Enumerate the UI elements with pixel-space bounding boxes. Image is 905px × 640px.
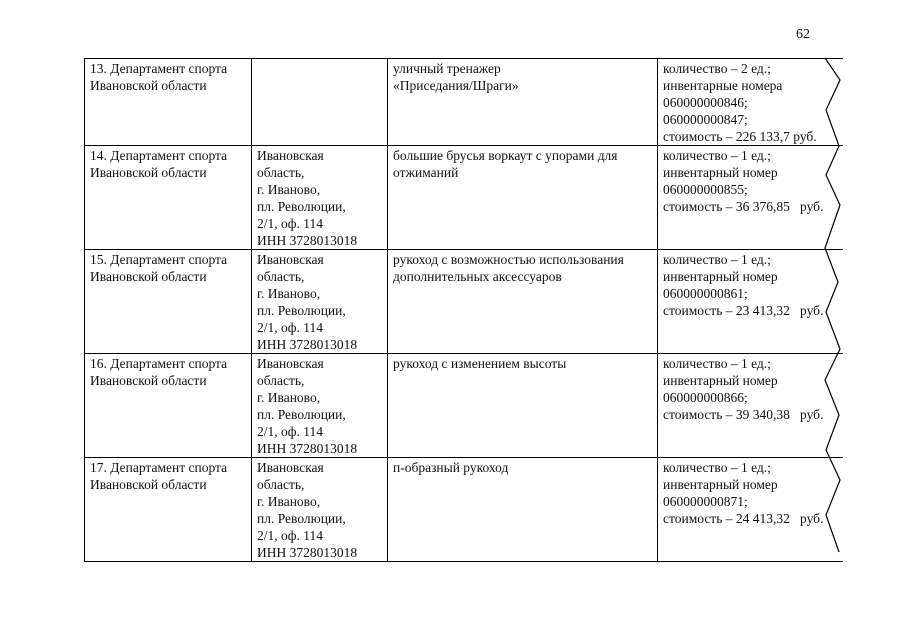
cost-text: стоимость – 24 413,32 — [663, 511, 790, 526]
details-text: количество – 1 ед.; инвентарный номер 060000000861; — [663, 252, 778, 301]
table-row — [85, 59, 843, 146]
item-cell: рукоход с возможностью использования дополнительных аксессуаров — [388, 250, 658, 354]
table-row — [85, 458, 843, 562]
table-row — [85, 146, 843, 250]
item-cell: рукоход с изменением высоты — [388, 354, 658, 458]
details-text: количество – 2 ед.; инвентарные номера 060000000846; 060000000847; — [663, 61, 783, 127]
details-cell — [658, 458, 843, 562]
details-cell — [658, 59, 843, 146]
details-cell — [658, 250, 843, 354]
department-cell: 13. Департамент спорта Ивановской области — [85, 59, 252, 146]
currency-unit: руб. — [793, 129, 817, 144]
address-cell: Ивановская область, г. Иваново, пл. Революции, 2/1, оф. 114 ИНН 3728013018 — [252, 146, 388, 250]
page-number: 62 — [796, 27, 810, 42]
cost-text: стоимость – 39 340,38 — [663, 407, 790, 422]
address-cell: Ивановская область, г. Иваново, пл. Революции, 2/1, оф. 114 ИНН 3728013018 — [252, 354, 388, 458]
details-text: количество – 1 ед.; инвентарный номер 060000000871; — [663, 460, 778, 509]
property-table — [84, 58, 843, 562]
currency-unit: руб. — [800, 199, 824, 214]
details-text: количество – 1 ед.; инвентарный номер 060000000855; — [663, 148, 778, 197]
cost-text: стоимость – 23 413,32 — [663, 303, 790, 318]
currency-unit: руб. — [800, 303, 824, 318]
address-cell: Ивановская область, г. Иваново, пл. Революции, 2/1, оф. 114 ИНН 3728013018 — [252, 250, 388, 354]
department-cell: 14. Департамент спорта Ивановской области — [85, 146, 252, 250]
table-row — [85, 354, 843, 458]
address-cell — [252, 59, 388, 146]
cost-text: стоимость – 36 376,85 — [663, 199, 790, 214]
currency-unit: руб. — [800, 511, 824, 526]
address-cell: Ивановская область, г. Иваново, пл. Революции, 2/1, оф. 114 ИНН 3728013018 — [252, 458, 388, 562]
item-cell: п-образный рукоход — [388, 458, 658, 562]
department-cell: 15. Департамент спорта Ивановской области — [85, 250, 252, 354]
currency-unit: руб. — [800, 407, 824, 422]
department-cell: 16. Департамент спорта Ивановской области — [85, 354, 252, 458]
item-cell: большие брусья воркаут с упорами для отжиманий — [388, 146, 658, 250]
table-row — [85, 250, 843, 354]
department-cell: 17. Департамент спорта Ивановской области — [85, 458, 252, 562]
cost-text: стоимость – 226 133,7 — [663, 129, 790, 144]
details-text: количество – 1 ед.; инвентарный номер 060000000866; — [663, 356, 778, 405]
details-cell — [658, 146, 843, 250]
item-cell: уличный тренажер «Приседания/Шраги» — [388, 59, 658, 146]
details-cell — [658, 354, 843, 458]
